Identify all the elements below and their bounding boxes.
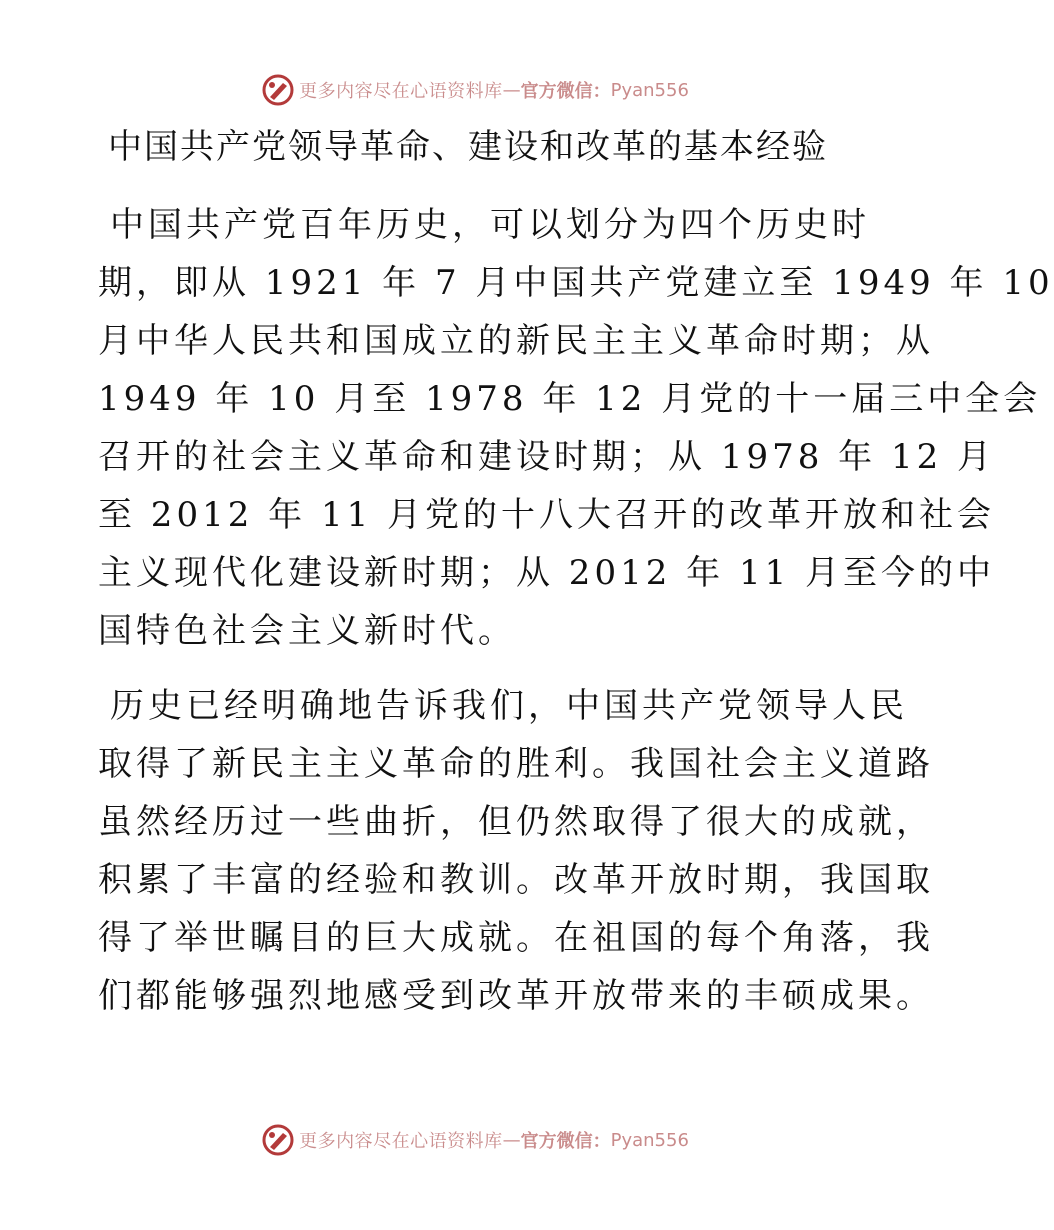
watermark-label: 官方微信： xyxy=(520,1131,611,1152)
watermark-footer xyxy=(0,1120,950,1160)
watermark-wechat-id: Pyan556 xyxy=(610,79,689,101)
paragraph-1 xyxy=(98,196,1054,660)
paragraph-line: 召开的社会主义革命和建设时期；从 1978 年 12 月 xyxy=(98,437,996,477)
paragraph-line: 期，即从 1921 年 7 月中国共产党建立至 1949 年 10 xyxy=(98,263,1054,303)
watermark-text: 更多内容尽在心语资料库 xyxy=(299,1131,503,1152)
paragraph-line: 至 2012 年 11 月党的十八大召开的改革开放和社会 xyxy=(98,495,996,535)
paragraph-line: 虽然经历过一些曲折，但仍然取得了很大的成就， xyxy=(98,802,934,842)
paragraph-line: 得了举世瞩目的巨大成就。在祖国的每个角落，我 xyxy=(98,918,934,958)
paragraph-line: 们都能够强烈地感受到改革开放带来的丰硕成果。 xyxy=(98,976,934,1016)
paragraph-line: 1949 年 10 月至 1978 年 12 月党的十一届三中全会 xyxy=(98,379,1042,419)
watermark-separator: — xyxy=(502,79,521,101)
paragraph-line: 国特色社会主义新时代。 xyxy=(98,611,516,651)
paragraph-line: 中国共产党百年历史，可以划分为四个历史时 xyxy=(110,205,870,245)
brand-logo-icon xyxy=(261,73,295,107)
paragraph-line: 月中华人民共和国成立的新民主主义革命时期；从 xyxy=(98,321,934,361)
watermark-separator: — xyxy=(502,1129,521,1151)
paragraph-line: 取得了新民主主义革命的胜利。我国社会主义道路 xyxy=(98,744,934,784)
brand-logo-icon xyxy=(261,1123,295,1157)
paragraph-line: 主义现代化建设新时期；从 2012 年 11 月至今的中 xyxy=(98,553,996,593)
watermark-header xyxy=(0,70,950,110)
paragraph-2 xyxy=(98,677,934,1025)
paragraph-line: 积累了丰富的经验和教训。改革开放时期，我国取 xyxy=(98,860,934,900)
watermark-label: 官方微信： xyxy=(520,81,611,102)
document-title: 中国共产党领导革命、建设和改革的基本经验 xyxy=(108,127,828,167)
watermark-wechat-id: Pyan556 xyxy=(610,1129,689,1151)
paragraph-line: 历史已经明确地告诉我们，中国共产党领导人民 xyxy=(110,686,908,726)
watermark-text: 更多内容尽在心语资料库 xyxy=(299,81,503,102)
